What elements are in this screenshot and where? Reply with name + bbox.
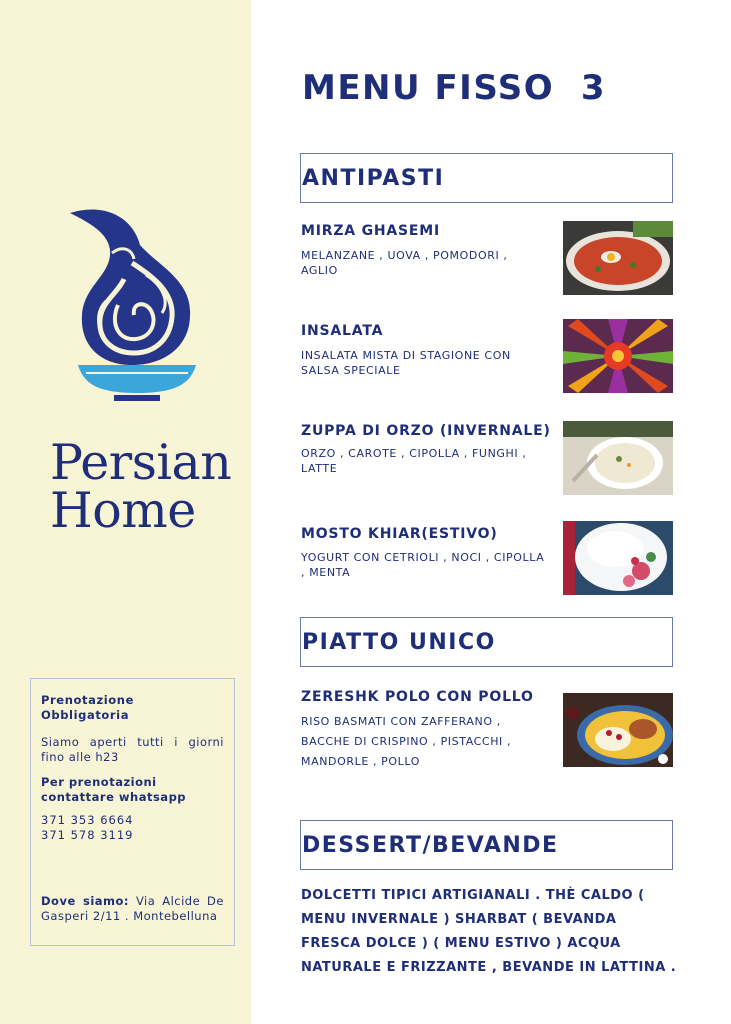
address (41, 894, 224, 924)
phone-2: 371 578 3119 (41, 828, 134, 842)
booking-title: Prenotazione Obbligatoria (41, 693, 134, 722)
item-desc: RISO BASMATI CON ZAFFERANO , BACCHE DI CRISPINO , PISTACCHI , MANDORLE , POLLO (301, 715, 512, 768)
address-text: Via Alcide De Gasperi 2/11 . Montebelluna (41, 894, 224, 923)
menu-title: MENU FISSO 3 (302, 68, 607, 108)
booking-instructions: Per prenotazioni contattare whatsapp (41, 775, 187, 804)
address-label: Dove siamo: (41, 894, 130, 908)
info-box (30, 678, 235, 946)
phone-1: 371 353 6664 (41, 813, 134, 827)
item-desc: INSALATA MISTA DI STAGIONE CON SALSA SPECIALE (301, 349, 511, 377)
insalata-photo (563, 319, 673, 393)
section-dessert-bevande: DESSERT/BEVANDE (300, 820, 673, 870)
item-name: ZERESHK POLO CON POLLO (301, 689, 534, 705)
dessert-text: DOLCETTI TIPICI ARTIGIANALI . THÈ CALDO ( MENU INVERNALE ) SHARBAT ( BEVANDA FRESCA DOLCE ) ( MENU ESTIVO ) ACQUA NATURALE E FRIZZANTE , BEVANDE IN LATTINA . (301, 888, 677, 975)
zereshk-polo-photo (563, 693, 673, 767)
section-piatto-unico: PIATTO UNICO (300, 617, 673, 667)
persian-home-logo-icon (62, 205, 202, 410)
item-desc: ORZO , CAROTE , CIPOLLA , FUNGHI , LATTE (301, 447, 527, 475)
brand-name-line1: Persian (50, 434, 232, 491)
item-name: ZUPPA DI ORZO (INVERNALE) (301, 423, 551, 439)
item-desc: YOGURT CON CETRIOLI , NOCI , CIPOLLA , MENTA (301, 551, 545, 579)
brand-name-line2: Home (50, 482, 196, 539)
item-name: MOSTO KHIAR(ESTIVO) (301, 526, 498, 542)
mirza-ghasemi-photo (563, 221, 673, 295)
item-name: INSALATA (301, 323, 384, 339)
section-antipasti: ANTIPASTI (300, 153, 673, 203)
item-name: MIRZA GHASEMI (301, 223, 441, 239)
zuppa-di-orzo-photo (563, 421, 673, 495)
mosto-khiar-photo (563, 521, 673, 595)
phone-numbers (41, 813, 224, 843)
sidebar (0, 0, 251, 1024)
opening-hours: Siamo aperti tutti i giorni fino alle h23 (41, 735, 224, 764)
item-desc: MELANZANE , UOVA , POMODORI , AGLIO (301, 249, 508, 277)
